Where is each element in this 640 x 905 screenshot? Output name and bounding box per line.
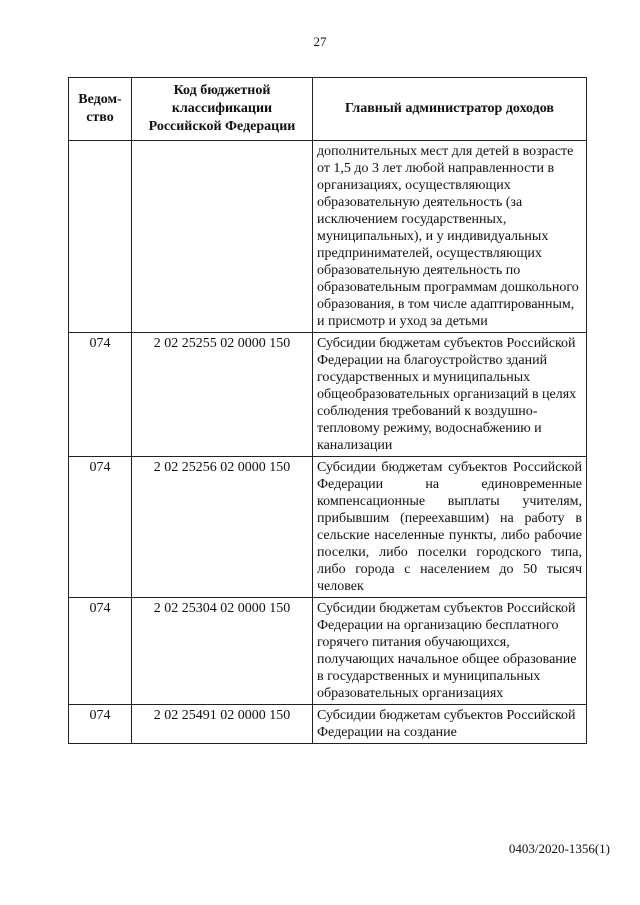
description-cell: дополнительных мест для детей в возрасте от 1,5 до 3 лет любой направленности в организациях, осуществляющих образовательную деятельность (за исключением государственных, муниципальных), и у индивидуальных предпринимателей, осуществляющих образовательную деятельность по образовательным программам дошкольного образования, в том числе адаптированным, и присмотр и уход за детьми — [313, 141, 587, 333]
budget-code-cell: 2 02 25491 02 0000 150 — [132, 705, 313, 744]
header-department: Ведом-ство — [69, 78, 132, 141]
department-cell: 074 — [69, 333, 132, 457]
document-footer-code: 0403/2020-1356(1) — [508, 841, 610, 856]
department-cell: 074 — [69, 457, 132, 598]
description-cell: Субсидии бюджетам субъектов Российской Федерации на благоустройство зданий государственных и муниципальных общеобразовательных организаций в целях соблюдения требований к воздушно-тепловому режиму, водоснабжению и канализации — [313, 333, 587, 457]
table-row — [69, 141, 587, 333]
department-cell: 074 — [69, 598, 132, 705]
table-row — [69, 705, 587, 744]
department-cell: 074 — [69, 705, 132, 744]
description-cell: Субсидии бюджетам субъектов Российской Федерации на организацию бесплатного горячего питания обучающихся, получающих начальное общее образование в государственных и муниципальных образовательных организациях — [313, 598, 587, 705]
table-row — [69, 333, 587, 457]
header-budget-code: Код бюджетной классификации Российской Федерации — [132, 78, 313, 141]
budget-code-cell: 2 02 25304 02 0000 150 — [132, 598, 313, 705]
department-cell — [69, 141, 132, 333]
description-cell: Субсидии бюджетам субъектов Российской Федерации на единовременные компенсационные выплаты учителям, прибывшим (переехавшим) на работу в сельские населенные пункты, либо рабочие поселки, либо поселки городского типа, либо города с населением до 50 тысяч человек — [313, 457, 587, 598]
description-cell: Субсидии бюджетам субъектов Российской Федерации на создание — [313, 705, 587, 744]
table-row — [69, 598, 587, 705]
header-administrator: Главный администратор доходов — [313, 78, 587, 141]
revenue-administrators-table — [68, 77, 587, 744]
budget-code-cell: 2 02 25256 02 0000 150 — [132, 457, 313, 598]
budget-code-cell: 2 02 25255 02 0000 150 — [132, 333, 313, 457]
page-number: 27 — [313, 34, 327, 49]
budget-code-cell — [132, 141, 313, 333]
table-row — [69, 457, 587, 598]
table-header-row — [69, 78, 587, 141]
